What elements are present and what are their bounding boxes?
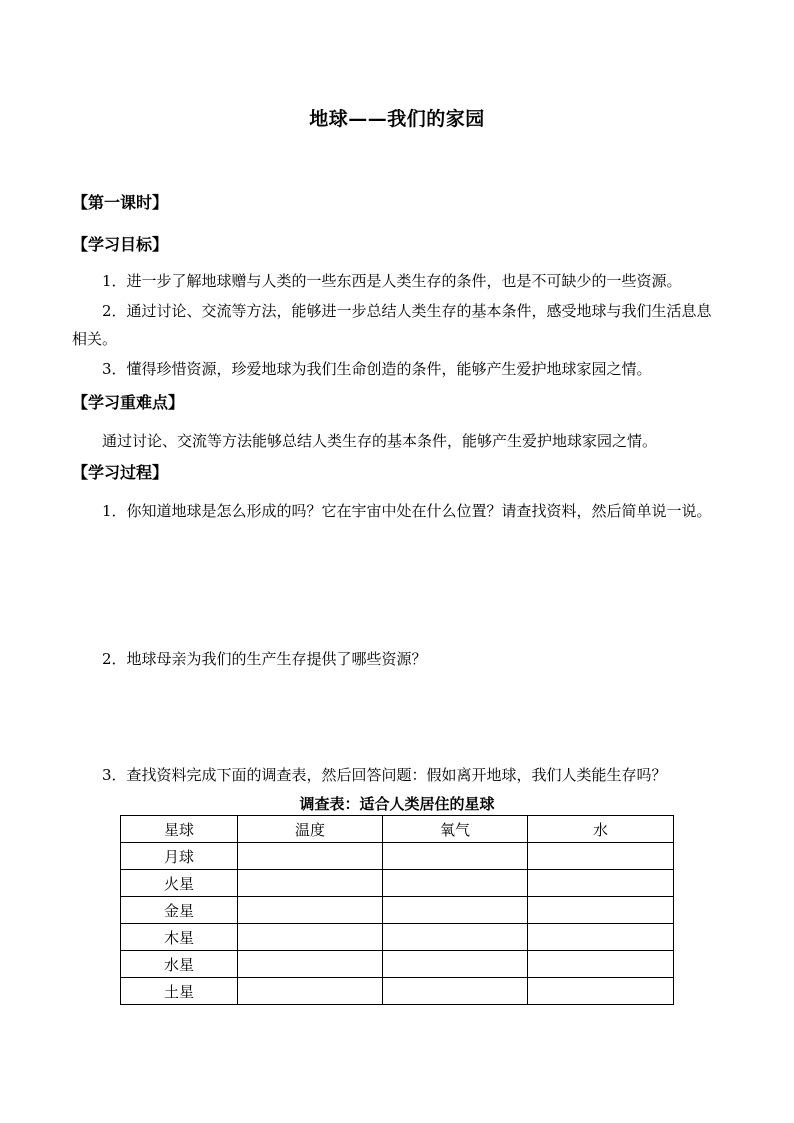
oxygen-cell[interactable] [383, 897, 528, 924]
objective-item: 1．进一步了解地球赠与人类的一些东西是人类生存的条件，也是不可缺少的一些资源。 [102, 272, 682, 290]
oxygen-cell[interactable] [383, 951, 528, 978]
oxygen-cell[interactable] [383, 978, 528, 1005]
column-header: 星球 [121, 816, 238, 843]
process-heading: 【学习过程】 [72, 463, 169, 482]
table-row [121, 843, 674, 870]
temperature-cell[interactable] [238, 924, 383, 951]
oxygen-cell[interactable] [383, 870, 528, 897]
question-item: 1．你知道地球是怎么形成的吗？它在宇宙中处在什么位置？请查找资料，然后简单说一说。 [102, 502, 712, 520]
planet-cell: 火星 [121, 870, 238, 897]
survey-table [120, 815, 674, 1005]
temperature-cell[interactable] [238, 843, 383, 870]
water-cell[interactable] [528, 978, 674, 1005]
key-points-text: 通过讨论、交流等方法能够总结人类生存的基本条件，能够产生爱护地球家园之情。 [102, 432, 658, 450]
water-cell[interactable] [528, 870, 674, 897]
temperature-cell[interactable] [238, 951, 383, 978]
temperature-cell[interactable] [238, 870, 383, 897]
water-cell[interactable] [528, 897, 674, 924]
table-row [121, 924, 674, 951]
survey-table-title: 调查表：适合人类居住的星球 [299, 795, 495, 813]
table-row [121, 978, 674, 1005]
oxygen-cell[interactable] [383, 924, 528, 951]
question-item: 2．地球母亲为我们的生产生存提供了哪些资源？ [102, 650, 427, 668]
column-header: 温度 [238, 816, 383, 843]
planet-cell: 土星 [121, 978, 238, 1005]
planet-cell: 木星 [121, 924, 238, 951]
temperature-cell[interactable] [238, 897, 383, 924]
document-title: 地球——我们的家园 [309, 108, 485, 130]
planet-cell: 水星 [121, 951, 238, 978]
objective-item: 3．懂得珍惜资源，珍爱地球为我们生命创造的条件，能够产生爱护地球家园之情。 [102, 360, 652, 378]
oxygen-cell[interactable] [383, 843, 528, 870]
lesson-heading: 【第一课时】 [72, 193, 169, 212]
temperature-cell[interactable] [238, 978, 383, 1005]
key-points-heading: 【学习重难点】 [72, 393, 185, 412]
planet-cell: 月球 [121, 843, 238, 870]
table-header-row [121, 816, 674, 843]
planet-cell: 金星 [121, 897, 238, 924]
table-row [121, 951, 674, 978]
objectives-heading: 【学习目标】 [72, 235, 169, 254]
column-header: 氧气 [383, 816, 528, 843]
water-cell[interactable] [528, 843, 674, 870]
question-item: 3．查找资料完成下面的调查表，然后回答问题：假如离开地球，我们人类能生存吗？ [102, 766, 667, 784]
table-row [121, 870, 674, 897]
column-header: 水 [528, 816, 674, 843]
water-cell[interactable] [528, 924, 674, 951]
objective-item: 2．通过讨论、交流等方法，能够进一步总结人类生存的基本条件，感受地球与我们生活息息相关。 [72, 302, 712, 348]
table-row [121, 897, 674, 924]
water-cell[interactable] [528, 951, 674, 978]
